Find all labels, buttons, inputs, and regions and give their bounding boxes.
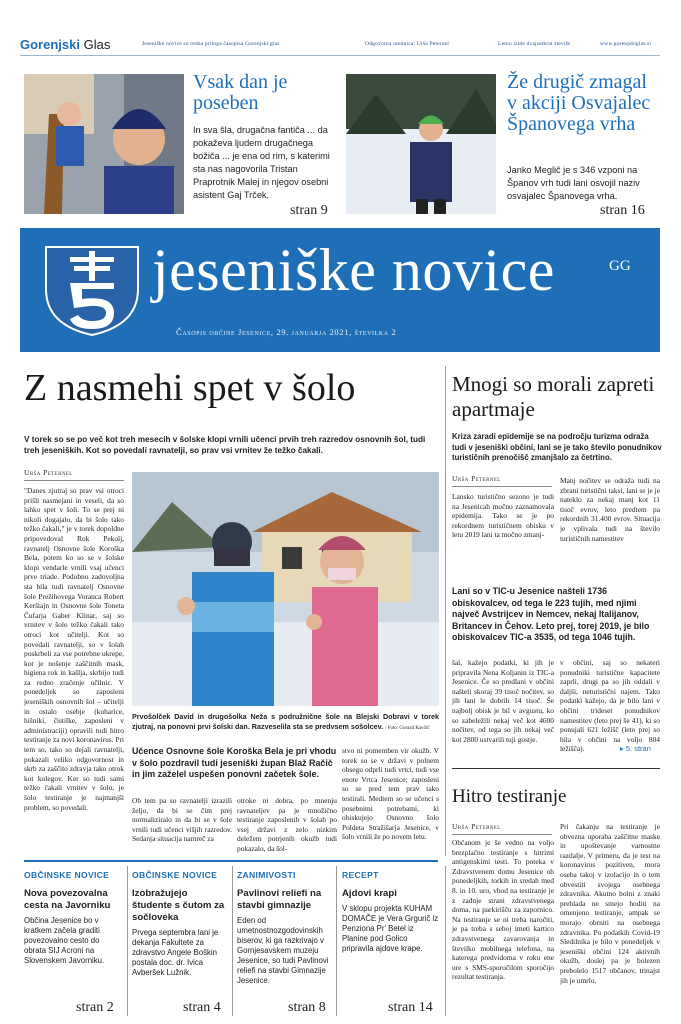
bottom-4-page[interactable]: stran 14	[388, 1000, 433, 1015]
bottom-item-4[interactable]	[342, 870, 440, 954]
bottom-title: Ajdovi krapi	[342, 888, 397, 899]
side-1-column-b: Manj nočitev se odraža tudi na zbrani turistični taksi, lani se je je nateklo za nekaj manj kot 11 tisoč evrov, leto predtem pa rekordnih 31.400 evrov. Situacija je vplivala tudi na število turističnih namestitev	[560, 476, 660, 543]
masthead-title: jeseniške novice	[152, 237, 555, 303]
side-1-column-d: v občini, saj so nekateri ponudniki turistične kapacitete zaprli, drugi pa so jih oddali v daljši, neturistični najem. Tako podatki kažejo, da je bilo lani v občini trideset ponudnikov namestitev (leto prej še 41), ki so ponujali 621 ležišč (leto prej so bila v občini na voljo 804 ležišča).	[560, 658, 660, 754]
masthead	[20, 228, 660, 352]
main-column-3: otroke ni dobra, po mnenju ravnateljev pa je množično testiranje zaposlenih v šolah po vsej državi z zelo nizkim deležem potrjenih okužb tudi pokazalo, da šol-	[237, 796, 337, 853]
side-1-column-a: Lansko turistično sezono je tudi na Jesenicah močno zaznamovala epidemija. Tako se je po rekordnem turističnem obisku v letu 2019 lani ta močno zmanj-	[452, 492, 554, 540]
bottom-2-page[interactable]: stran 4	[183, 1000, 221, 1015]
main-byline: Urša Peternel	[24, 468, 73, 477]
bottom-rubric: ZANIMIVOSTI	[237, 870, 296, 880]
side-1-more-link[interactable]: ▸ 5. stran	[620, 744, 651, 753]
teaser-1-page[interactable]: stran 9	[290, 203, 328, 218]
bottom-title: Izobražujejo študente s čutom za sočloveka	[132, 888, 225, 923]
masthead-gg: GG	[609, 258, 631, 274]
side-2-headline[interactable]: Hitro testiranje	[452, 786, 567, 807]
masthead-subtitle: Časopis občine Jesenice, 29. januarja 2021, številka 2	[176, 327, 397, 337]
main-column-4: stvo ni pomemben vir okužb. V torek so se v državi v polnem obsegu odprli tudi vrtci, tudi vse enote Vrtca Jesenice; zaposleni so se pred tem prav tako testirali. Medtem so se učenci s posebnimi potrebami, ki obiskujejo Osnovno šolo Poldeta Stražišarja Jesenice, v šolo vrnili že po novem letu.	[342, 746, 439, 842]
teaser-1-text: In sva šla, drugačna fantiča ... da pokaževa ljudem drugačnega božiča ... je ena od rim, s katerimi sta nas nagovorila Tristan Praprotnik Malej in njegov osebni asistent Gaj Trček.	[193, 125, 330, 200]
main-column-1: "Danes zjutraj so prav vsi otroci prišli nasmejani in veseli, da so lahko spet v šoli. To se prej ni nikoli dogajalo, da bi šolo tako težko čakali," je v torek dopoldne pripovedoval Rok Pekolj, ravnatelj Osnovne šole Koroška Bela, potem ko so se v šolske klopi vendarle vrnili vsaj učenci prve triade. Podobno zadovoljna sta bila tudi ravnatelj Osnovne šole Prežihovega Voranca Robert Kerštajn in Osnovne šole Toneta Čufarja Gaber Klinar, saj so vrnitev v šolo težko čakali tako otroci kot učitelji. Kot so povedali ravnatelji, so v šolah poskrbeli za vse potrebne ukrepe, kot je nošenje zaščitnih mask, higiena rok in kašlja, skrbijo tudi za redno zračenje učilnic. V ponedeljek so zaposleni jeseniških osnovnih šol – učitelji in ostalo osebje (kuharice, hišniki, čistilke, zaposleni v administraciji) opravili tudi hitro testiranje za novi koronavirus. Pri tem so, tako so dejali ravnatelji, pokazali veliko odgovornost in skrb za zaščito zdravja tako otrok kot kolegov. Ker so tudi sami težko čakali vrnitev v šolo, je šolo testiranje je najmanjši problem, so povedali.	[24, 486, 124, 812]
side-1-subhead: Lani so v TIC-u Jesenice našteli 1736 obiskovalcev, od tega le 223 tujih, med njimi največ Avstrijcev in Nemcev, nekaj Italijanov, Britancev in Čehov. Leto prej, torej 2019, je bilo obiskovalcev TIC-a 3535, od tega 1046 tujih.	[452, 586, 650, 643]
bottom-rubric: RECEPT	[342, 870, 379, 880]
side-1-headline[interactable]: Mnogi so morali zapreti apartmaje	[452, 372, 655, 421]
teaser-photo-2	[346, 74, 496, 214]
bottom-text: Prvega septembra lani je dekanja Fakultete za zdravstvo Angele Boškin postala doc. dr. Ivica Avberšek Lužnik.	[132, 928, 219, 977]
side-2-column-b: Pri čakanju na testiranje je obvezna uporaba zaščitne maske in upoštevanje varnostne razdalje. V primeru, da je test na koronavirus pozitiven, mora oseba takoj v izolacijo in o tem obvestiti svojega osebnega zdravnika. Akutno bolni z znaki prehlada ne smejo hoditi na omenjeno testiranje, ampak se morajo obrniti na osebnega zdravnika. Po podatkih Covid-19 Sledilnika je bilo v ponedeljek v jeseniški občini 124 aktivnih okužb, doslej pa je bolezen prebolelo 1517 občanov, trinajst jih je umrlo.	[560, 822, 660, 985]
bottom-text: Občina Jesenice bo v kratkem začela graditi povezovalno cesto do obrata SIJ Acroni na Slovenskem Javorniku.	[24, 916, 105, 965]
topbar-segment: Odgovorna urednica: Urša Peternel	[365, 41, 450, 47]
main-column-2: Ob tem pa so ravnatelji izrazili željo, da bi se čim prej normaliziralo in da bi se v šole vrnili tudi učenci višjih razredov. Sedanja situacija namreč za	[132, 796, 232, 844]
bottom-item-3[interactable]	[237, 870, 333, 986]
bottom-text: Eden od umetnostnozgodovinskih biserov, ki ga razkrivajo v Gornjesavskem muzeju Jesenice, so tudi Pavlinovi reliefi na stavbi Gimnazije Jesenice.	[237, 916, 329, 985]
side-2-column-a: Občanom je še vedno na voljo brezplačno testiranje s hitrimi antigenskimi testi. To poteka v Zdravstvenem domu Jesenice ob ponedeljkih, torkih in sredah med 8. in 10. uro, vhod na testiranje je z zadnje strani zdravstvenega doma, na parkirišču za zapornico. Na testiranje se ni treba naročiti, je pa treba s seboj imeti kartico zdravstvenega zavarovanja in številko mobilnega telefona, na katerega predvidoma v roku ene ure s SMS-sporočilom sporočijo rezultat testiranja.	[452, 838, 554, 982]
bottom-item-1[interactable]	[24, 870, 122, 966]
main-lead: V torek so se po več kot treh mesecih v šolske klopi vrnili učenci prvih treh razredov osnovnih šol, tudi treh jeseniških. Kot so povedali ravnatelji, so prav vsi vrnitev že težko čakali.	[24, 435, 426, 456]
topbar-link[interactable]: www.gorenjskiglas.si	[600, 41, 652, 47]
teaser-1-title[interactable]: Vsak dan je poseben	[193, 71, 288, 114]
bottom-rubric: OBČINSKE NOVICE	[132, 870, 218, 880]
bottom-text: V sklopu projekta KUHAM DOMAČE je Vera Grgurič iz Penziona Pr' Betel iz Planine pod Golico pripravila ajdove krape.	[342, 904, 439, 953]
main-photo-caption: Prvošolček David in drugošolka Neža s podružnične šole na Blejski Dobravi v torek zjutraj, na ponovni prvi šolski dan. Razveselila sta se predvsem sošolcev. / Foto: Gorazd Kavčič	[132, 712, 439, 732]
teaser-2-page[interactable]: stran 16	[600, 203, 645, 218]
teaser-photo-1	[24, 74, 184, 214]
teaser-2-text: Janko Meglič je s 346 vzponi na Španov vrh tudi lani osvojil naziv osvajalec Španovega vrha.	[507, 165, 640, 201]
bottom-1-page[interactable]: stran 2	[76, 1000, 114, 1015]
side-1-lead: Kriza zaradi epidemije se na področju turizma odraža tudi v jeseniški občini, lani se je tako število ponudnikov turističnih prenočišč zmanjšalo za četrtino.	[452, 432, 662, 463]
brand-logo: Gorenjski Glas	[20, 37, 111, 52]
bottom-3-page[interactable]: stran 8	[288, 1000, 326, 1015]
main-headline[interactable]: Z nasmehi spet v šolo	[24, 367, 356, 409]
bottom-title: Nova povezovalna cesta na Javorniku	[24, 888, 111, 911]
main-photo	[132, 472, 439, 706]
topbar-segment: Jeseniške novice so redna priloga časopisa Gorenjski glas	[142, 41, 280, 47]
side-1-byline: Urša Peternel	[452, 474, 501, 483]
top-bar	[20, 36, 660, 56]
main-subhead: Učence Osnovne šole Koroška Bela je pri vhodu v šolo pozdravil tudi jeseniški župan Blaž Račič in jim zaželel uspešen ponovni začetek šole.	[132, 746, 337, 779]
side-2-byline: Urša Peternel	[452, 822, 501, 831]
teaser-2-title[interactable]: Že drugič zmagal v akciji Osvajalec Španovega vrha	[507, 71, 651, 135]
bottom-item-2[interactable]	[132, 870, 230, 978]
bottom-title: Pavlinovi reliefi na stavbi gimnazije	[237, 888, 322, 911]
bottom-rubric: OBČINSKE NOVICE	[24, 870, 110, 880]
side-1-column-c: šal, kažejo podatki, ki jih je pripravila Nena Koljanin iz TIC-a Jesenice. Če so predlani v občini našteli skoraj 39 tisoč nočitev, so jih lani le dobrih 14 tisoč. Še najbolj obisk je bil v avgustu, ko so zabeležili nekaj več kot 4600 nočitev, od tega so jih nekaj več kot 2800 ustvarili tuji gostje.	[452, 658, 554, 744]
coat-of-arms-icon	[40, 243, 144, 337]
topbar-segment: Letno izide dvajsetkrat številk	[498, 41, 571, 47]
